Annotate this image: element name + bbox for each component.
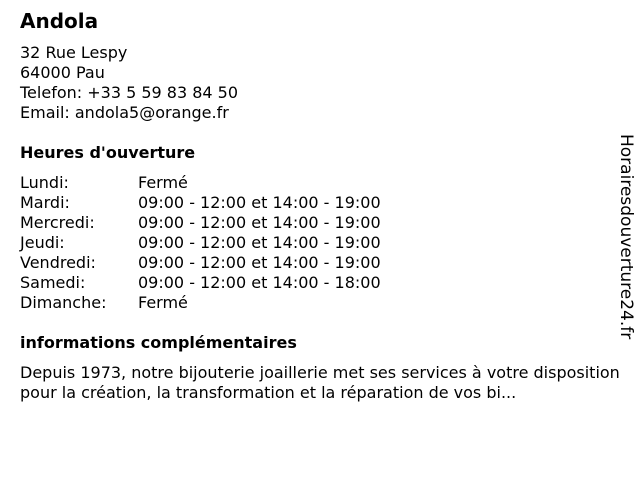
day-label: Samedi: [20, 273, 86, 292]
day-label: Mardi: [20, 193, 70, 212]
day-label: Jeudi: [20, 233, 65, 252]
store-name: Andola [20, 9, 99, 33]
store-card [20, 8, 620, 403]
day-hours: Fermé [138, 293, 188, 312]
day-label: Mercredi: [20, 213, 95, 232]
day-label: Lundi: [20, 173, 69, 192]
day-hours: 09:00 - 12:00 et 14:00 - 19:00 [138, 193, 381, 212]
day-hours: Fermé [138, 173, 188, 192]
hours-row-saturday [20, 273, 610, 293]
opening-hours-table [20, 173, 610, 313]
hours-row-wednesday [20, 213, 610, 233]
hours-row-tuesday [20, 193, 610, 213]
hours-row-friday [20, 253, 610, 273]
hours-row-monday [20, 173, 610, 193]
day-label: Vendredi: [20, 253, 96, 272]
hours-row-thursday [20, 233, 610, 253]
address-city: 64000 Pau [20, 63, 105, 82]
day-hours: 09:00 - 12:00 et 14:00 - 19:00 [138, 253, 381, 272]
day-hours: 09:00 - 12:00 et 14:00 - 18:00 [138, 273, 381, 292]
day-hours: 09:00 - 12:00 et 14:00 - 19:00 [138, 213, 381, 232]
hours-heading: Heures d'ouverture [20, 143, 196, 162]
hours-row-sunday [20, 293, 610, 313]
info-heading: informations complémentaires [20, 333, 297, 352]
day-label: Dimanche: [20, 293, 107, 312]
address-street: 32 Rue Lespy [20, 43, 128, 62]
phone-number: Telefon: +33 5 59 83 84 50 [20, 83, 239, 102]
day-hours: 09:00 - 12:00 et 14:00 - 19:00 [138, 233, 381, 252]
email-address: Email: andola5@orange.fr [20, 103, 229, 122]
site-watermark: Horairesdouverture24.fr [616, 134, 636, 340]
info-description: Depuis 1973, notre bijouterie joaillerie met ses services à votre disposition pour la création, la transformation et la réparation de vos bi... [20, 363, 620, 402]
